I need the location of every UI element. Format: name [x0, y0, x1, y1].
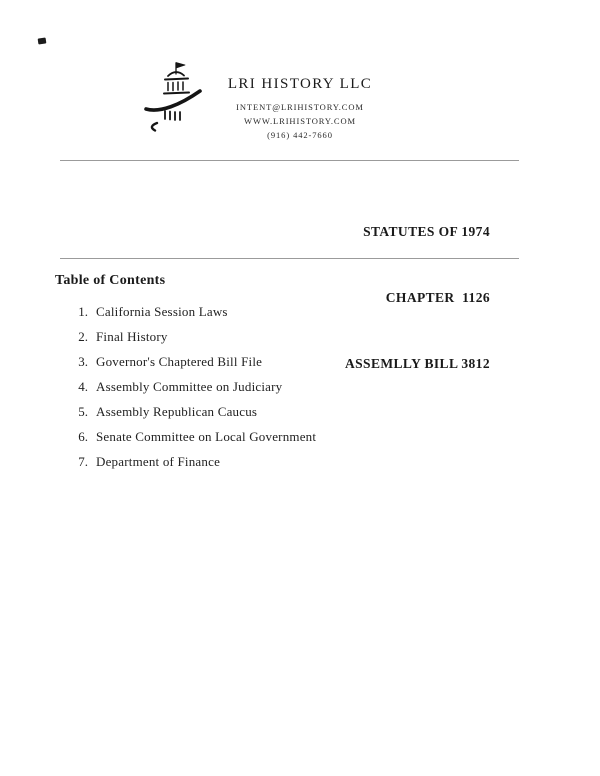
toc-item-number: 3. — [78, 354, 88, 369]
chapter-line: CHAPTER 1126 — [385, 290, 490, 305]
toc-item-label: Department of Finance — [96, 454, 221, 469]
toc-item — [70, 354, 316, 379]
toc-title: Table of Contents — [55, 273, 166, 288]
bill-line: ASSEMLLY BILL 3812 — [344, 356, 490, 371]
phone-text: (916) 442-7660 — [267, 130, 333, 140]
toc-item-label: California Session Laws — [96, 304, 228, 319]
toc-item-number: 5. — [78, 404, 88, 419]
letterhead — [0, 76, 600, 142]
toc-item — [70, 304, 316, 329]
toc-item-number: 6. — [78, 429, 88, 444]
toc-item-label: Final History — [96, 329, 168, 344]
toc-item-label: Assembly Committee on Judiciary — [96, 379, 283, 394]
divider-middle — [60, 258, 519, 259]
toc-item-label: Governor's Chaptered Bill File — [96, 354, 263, 369]
scan-artifact-mark — [38, 37, 47, 44]
toc-item — [70, 379, 316, 404]
document-identifiers — [345, 177, 490, 419]
toc-item — [70, 404, 316, 429]
toc-item-number: 7. — [78, 454, 88, 469]
toc-item — [70, 429, 316, 454]
toc-item — [70, 454, 316, 479]
company-name: LRI HISTORY LLC — [227, 76, 373, 92]
toc-item-label: Senate Committee on Local Government — [96, 429, 317, 444]
website-text: WWW.LRIHISTORY.COM — [244, 116, 356, 126]
email-text: INTENT@LRIHISTORY.COM — [236, 102, 364, 112]
toc-item-number: 4. — [78, 379, 88, 394]
toc-item-label: Assembly Republican Caucus — [96, 404, 258, 419]
divider-top — [60, 160, 519, 161]
toc-list — [70, 304, 316, 479]
toc-item-number: 2. — [78, 329, 88, 344]
statutes-line: STATUTES OF 1974 — [363, 224, 490, 239]
toc-item — [70, 329, 316, 354]
toc-item-number: 1. — [78, 304, 88, 319]
